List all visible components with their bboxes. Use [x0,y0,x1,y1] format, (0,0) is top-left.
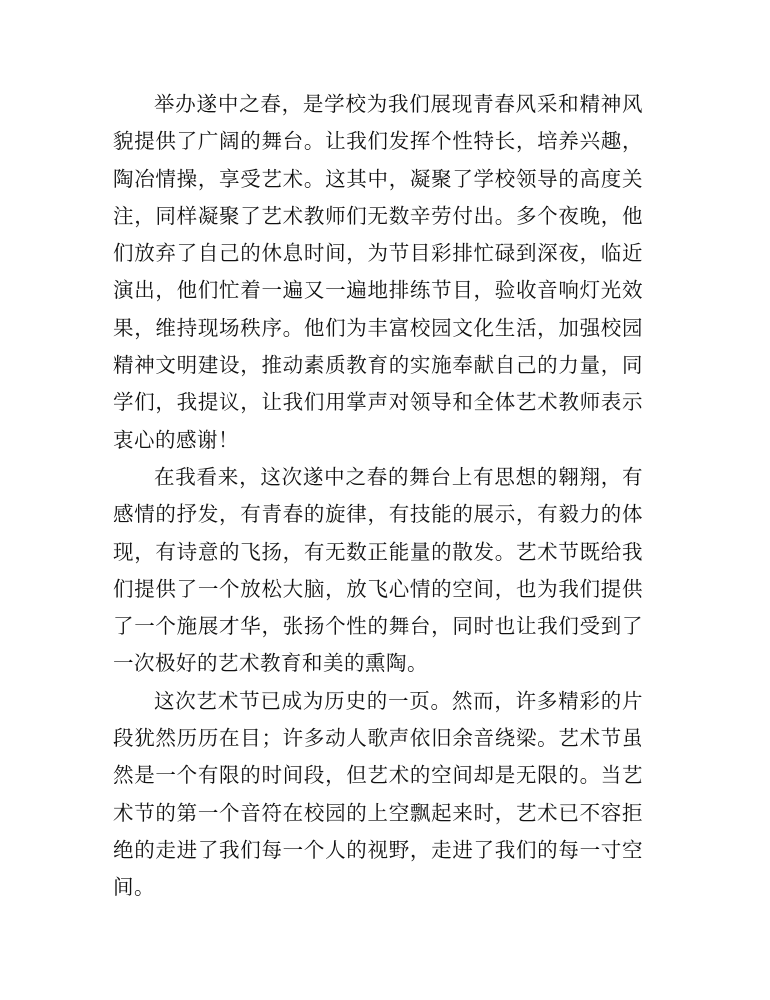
paragraph-2: 在我看来，这次遂中之春的舞台上有思想的翱翔，有感情的抒发，有青春的旋律，有技能的展示，有毅力的体现，有诗意的飞扬，有无数正能量的散发。艺术节既给我们提供了一个放松大脑，放飞心情的空间，也为我们提供了一个施展才华，张扬个性的舞台，同时也让我们受到了一次极好的艺术教育和美的熏陶。 [113,464,643,676]
paragraph-3: 这次艺术节已成为历史的一页。然而，许多精彩的片段犹然历历在目；许多动人歌声依旧余音绕梁。艺术节虽然是一个有限的时间段，但艺术的空间却是无限的。当艺术节的第一个音符在校园的上空飘起来时，艺术已不容拒绝的走进了我们每一个人的视野，走进了我们的每一寸空间。 [113,688,643,900]
document-body [113,86,643,907]
paragraph-1: 举办遂中之春，是学校为我们展现青春风采和精神风貌提供了广阔的舞台。让我们发挥个性特长，培养兴趣，陶冶情操，享受艺术。这其中，凝聚了学校领导的高度关注，同样凝聚了艺术教师们无数辛劳付出。多个夜晚，他们放弃了自己的休息时间，为节目彩排忙碌到深夜，临近演出，他们忙着一遍又一遍地排练节目，验收音响灯光效果，维持现场秩序。他们为丰富校园文化生活，加强校园精神文明建设，推动素质教育的实施奉献自己的力量，同学们，我提议，让我们用掌声对领导和全体艺术教师表示衷心的感谢！ [113,92,643,452]
